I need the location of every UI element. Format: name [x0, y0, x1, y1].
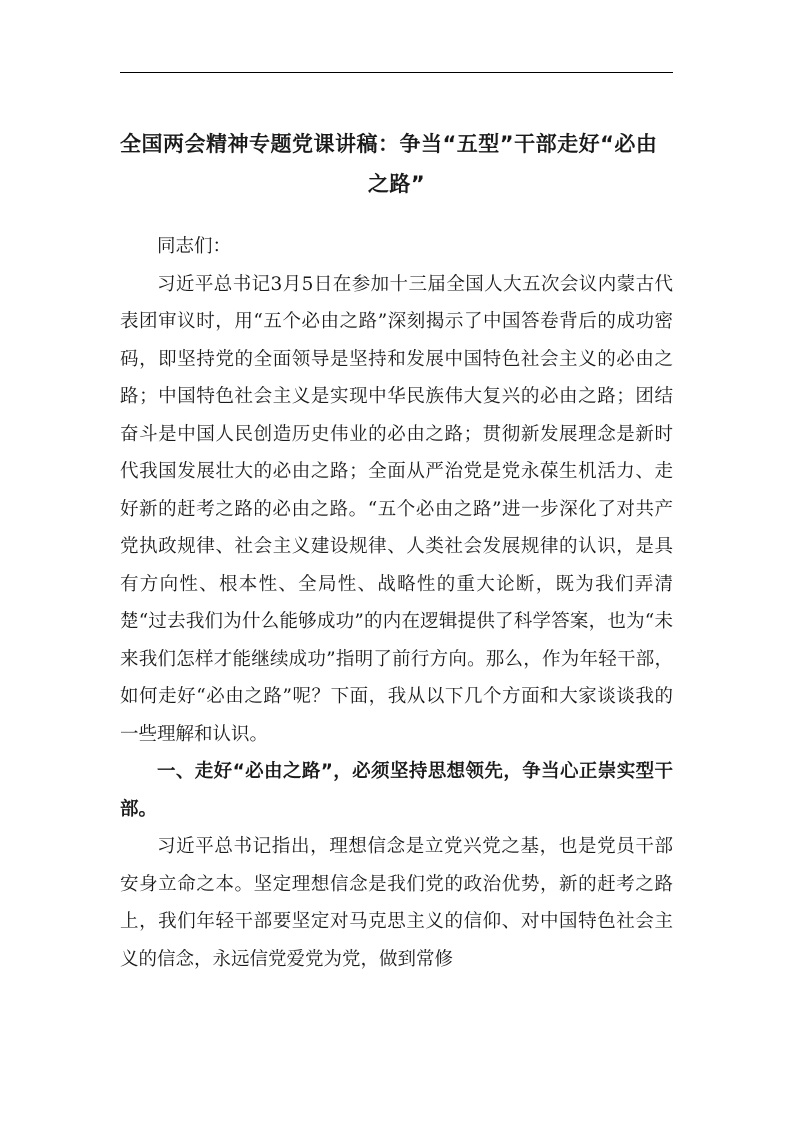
salutation: 同志们： — [157, 236, 232, 257]
header-rule — [120, 72, 673, 73]
section-heading-1: 一、走好“必由之路”，必须坚持思想领先，争当心正崇实型干部。 — [120, 761, 673, 820]
paragraph-section-1: 习近平总书记指出，理想信念是立党兴党之基，也是党员干部安身立命之本。坚定理想信念是我们党的政治优势，新的赶考之路上，我们年轻干部要坚定对马克思主义的信仰、对中国特色社会主义的信念，永远信党爱党为党，做到常修 — [120, 836, 673, 970]
document-body — [120, 228, 673, 978]
paragraph-intro: 习近平总书记3月5日在参加十三届全国人大五次会议内蒙古代表团审议时，用“五个必由之路”深刻揭示了中国答卷背后的成功密码，即坚持党的全面领导是坚持和发展中国特色社会主义的必由之路；中国特色社会主义是实现中华民族伟大复兴的必由之路；团结奋斗是中国人民创造历史伟业的必由之路；贯彻新发展理念是新时代我国发展壮大的必由之路；全面从严治党是党永葆生机活力、走好新的赶考之路的必由之路。“五个必由之路”进一步深化了对共产党执政规律、社会主义建设规律、人类社会发展规律的认识，是具有方向性、根本性、全局性、战略性的重大论断，既为我们弄清楚“过去我们为什么能够成功”的内在逻辑提供了科学答案，也为“未来我们怎样才能继续成功”指明了前行方向。那么，作为年轻干部，如何走好“必由之路”呢？下面，我从以下几个方面和大家谈谈我的一些理解和认识。 — [120, 273, 673, 745]
title-line-2: 之路” — [367, 172, 426, 196]
document-title — [120, 124, 673, 204]
title-line-1: 全国两会精神专题党课讲稿：争当“五型”干部走好“必由 — [120, 132, 658, 156]
